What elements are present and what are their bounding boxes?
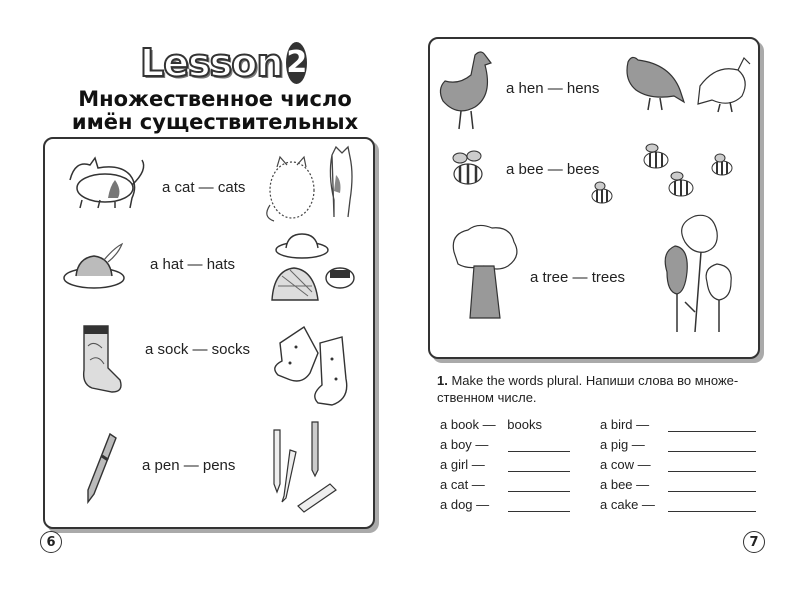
exercise-item [600, 497, 756, 517]
exercise-item [440, 497, 570, 517]
pair-tree: a tree — trees [530, 269, 626, 286]
pens-illustration [268, 420, 348, 515]
exercise-instruction-2: ственном числе. [437, 390, 537, 405]
exercise-word: a girl — [440, 457, 485, 472]
bee-illustration [448, 148, 490, 190]
answer-blank[interactable] [668, 419, 756, 432]
exercise-item [600, 477, 756, 497]
exercise-item [600, 417, 756, 437]
answer-blank[interactable] [508, 479, 570, 492]
exercise-word: a bee — [600, 477, 650, 492]
answer-blank[interactable] [668, 439, 756, 452]
pair-hen: a hen — hens [506, 80, 600, 97]
cat-illustration [60, 150, 150, 210]
answer-blank[interactable] [668, 479, 756, 492]
hats-illustration [262, 230, 362, 320]
exercise-item [440, 457, 570, 477]
answer-blank[interactable] [668, 459, 756, 472]
subtitle-line-2: имён существительных [71, 110, 359, 134]
pen-illustration [80, 430, 120, 510]
cats-illustration [262, 145, 367, 225]
subtitle-line-1: Множественное число [78, 87, 352, 111]
exercise-word: a cat — [440, 477, 485, 492]
exercise-item [440, 437, 570, 457]
exercise-instruction-line-1 [437, 373, 738, 388]
exercise-word: a pig — [600, 437, 645, 452]
bees-illustration [590, 140, 740, 215]
tree-illustration [448, 222, 523, 322]
answer-blank[interactable] [508, 439, 570, 452]
answer-blank[interactable] [508, 499, 570, 512]
lesson-word: Lesson [140, 40, 283, 85]
exercise-item [440, 417, 570, 437]
lesson-title [140, 40, 308, 85]
exercise-word: a book — [440, 417, 496, 432]
hens-illustration [620, 50, 750, 115]
exercise-word: a cow — [600, 457, 651, 472]
exercise-instruction-1: Make the words plural. Напиши слова во множе- [451, 373, 739, 388]
exercise-right-column [600, 417, 756, 517]
exercise-item [600, 437, 756, 457]
pair-pen: a pen — pens [142, 457, 236, 474]
lesson-number-badge: 2 [286, 42, 307, 84]
exercise-word: a boy — [440, 437, 489, 452]
pair-sock: a sock — socks [145, 341, 251, 358]
pair-hat: a hat — hats [150, 256, 236, 273]
page-number-right: 7 [743, 531, 765, 553]
exercise-word: a cake — [600, 497, 655, 512]
trees-illustration [655, 212, 740, 337]
exercise-item [440, 477, 570, 497]
answer-blank[interactable] [508, 459, 570, 472]
page-number-left: 6 [40, 531, 62, 553]
pair-bee: a bee — bees [506, 161, 600, 178]
exercise-item [600, 457, 756, 477]
exercise-word: a bird — [600, 417, 650, 432]
exercise-number: 1. [437, 373, 448, 388]
exercise-answer: books [507, 417, 542, 432]
answer-blank[interactable] [668, 499, 756, 512]
exercise-left-column [440, 417, 570, 517]
sock-illustration [72, 322, 127, 397]
hen-illustration [435, 45, 495, 133]
hat-illustration [62, 240, 132, 295]
pair-cat: a cat — cats [162, 179, 246, 196]
socks-illustration [270, 323, 365, 413]
exercise-word: a dog — [440, 497, 490, 512]
